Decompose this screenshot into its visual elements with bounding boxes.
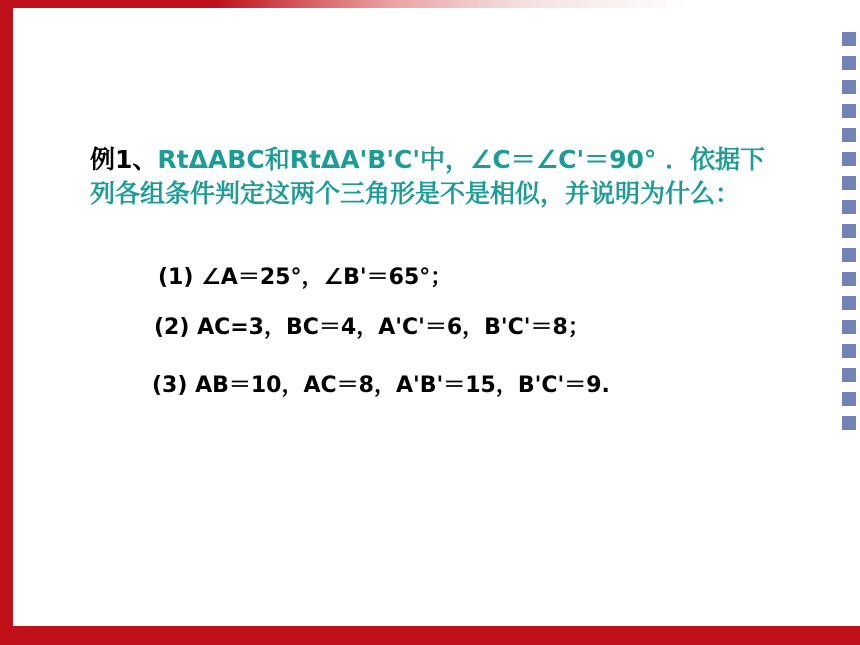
decor-square (842, 104, 856, 118)
decor-square (842, 392, 856, 406)
example-statement (90, 143, 790, 211)
decor-square (842, 272, 856, 286)
decor-square (842, 200, 856, 214)
decor-square (842, 224, 856, 238)
decor-square (842, 152, 856, 166)
bottom-decorative-bar (0, 626, 860, 645)
decor-square (842, 80, 856, 94)
decor-square (842, 416, 856, 430)
decor-square (842, 344, 856, 358)
condition-item-3: (3) AB＝10，AC＝8，A'B'＝15，B'C'＝9. (152, 373, 610, 398)
top-decorative-bar (0, 0, 860, 8)
decor-square (842, 248, 856, 262)
condition-item-2: (2) AC=3，BC＝4，A'C'＝6，B'C'＝8； (154, 315, 590, 340)
decor-square (842, 176, 856, 190)
decor-square (842, 128, 856, 142)
left-decorative-bar (0, 0, 13, 645)
decor-square (842, 320, 856, 334)
example-label: 例1、 (90, 145, 158, 174)
side-square-decoration (842, 32, 858, 440)
decor-square (842, 32, 856, 46)
decor-square (842, 56, 856, 70)
example-body: RtΔABC和RtΔA'B'C'中，∠C＝∠C'＝90° ．依据下列各组条件判定这两个三角形是不是相似，并说明为什么： (90, 145, 766, 208)
decor-square (842, 296, 856, 310)
condition-item-1: (1) ∠A＝25°，∠B'＝65°； (158, 265, 453, 290)
decor-square (842, 368, 856, 382)
